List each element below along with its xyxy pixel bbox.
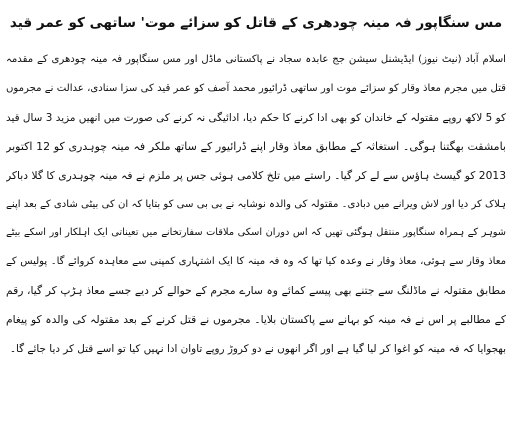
- article-line: شوہر کے ہمراہ سنگاپور منتقل ہوگئی تھیں کہ اس دوران اسکی ملاقات سفارتخانے میں تعیناتی ایک اہلکار اور اسکے بیٹے: [6, 227, 506, 239]
- article-line: بھجوایا کہ فہ مینہ کو اغوا کر لیا گیا ہے اور اگر انھوں نے دو کروڑ روپے تاوان ادا نہیں کیا تو اسے قتل کر دیا جائے گا۔: [9, 343, 506, 356]
- article-headline: مس سنگاپور فہ مینہ چودھری کے قاتل کو سزائے موت' ساتھی کو عمر قید: [9, 15, 503, 31]
- article-line: مطابق مقتولہ نے ماڈلنگ سے جتنے بھی پیسے کمائے وہ سارے مجرم کے حوالے کر دیے جسے معاذ ہڑپ کر گیا، رقم: [6, 284, 506, 298]
- article-line: ہلاک کر دیا اور لاش ویرانے میں دبادی۔ مقتولہ کی والدہ نوشابہ نے بی بی سی کو بتایا کہ ان کی بیٹی شادی کے بعد اپنے: [6, 198, 506, 210]
- article-line: کو 5 لاکھ روپے مقتولہ کے خاندان کو بھی ادا کرنے کا حکم دیا، ادائیگی نہ کرنے کی صورت میں انھیں مزید 3 سال قید: [6, 111, 506, 124]
- article-line: کے مطالبے پر اس نے فہ مینہ کو بہانے سے پاکستان بلایا۔ مجرموں نے قتل کرنے کے بعد مقتولہ کی والدہ کو پیغام: [6, 313, 506, 327]
- article-body: [6, 46, 506, 364]
- article-line: 2013 کو گیسٹ ہاؤس سے لے کر گیا۔ راستے میں تلخ کلامی ہوئی جس پر ملزم نے فہ مینہ چوہدری کا گلا دباکر: [6, 168, 506, 182]
- article-line: بامشقت بھگتنا ہوگی۔ استغاثہ کے مطابق معاذ وقار اپنے ڈرائیور کے ساتھ ملکر فہ مینہ چوہدری کو 12 اکتوبر: [6, 139, 506, 153]
- article-line: اسلام آباد (نیٹ نیوز) ایڈیشنل سیشن جج عابدہ سجاد نے پاکستانی ماڈل اور مس سنگاپور فہ مینہ چودھری کے مقدمہ: [6, 54, 506, 65]
- article-line: معاذ وقار سے ہوئی، معاذ وقار نے وعدہ کیا تھا کہ وہ فہ مینہ کا ایک اشتہاری کمپنی سے معاہدہ کروائے گا۔ پولیس کے: [6, 256, 506, 268]
- article-line: قتل میں مجرم معاذ وقار کو سزائے موت اور ساتھی ڈرائیور محمد آصف کو عمر قید کی سزا سنادی، عدالت نے مجرموں: [6, 82, 506, 94]
